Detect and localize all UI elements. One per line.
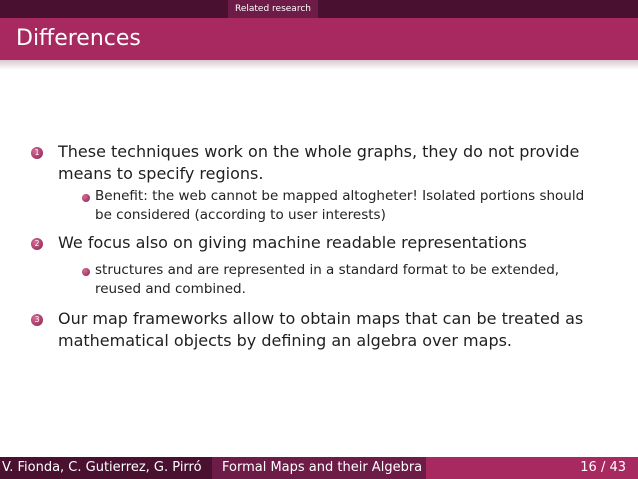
footer-authors: V. Fionda, C. Gutierrez, G. Pirró [0, 457, 212, 479]
bullet-icon [82, 268, 90, 276]
header-bar [0, 0, 638, 18]
page-number: 16 / 43 [426, 457, 638, 479]
footer-title: Formal Maps and their Algebra [212, 457, 426, 479]
bullet-icon [82, 194, 90, 202]
list-item: Our map frameworks allow to obtain maps that can be treated as mathematical objects by defining an algebra over maps. [58, 309, 584, 350]
sub-item: Benefit: the web cannot be mapped altogheter! Isolated portions should be considered (according to user interests) [95, 188, 585, 223]
enum-marker-3: 3 [31, 314, 43, 326]
footer-bar [0, 457, 638, 479]
sub-item: structures and are represented in a standard format to be extended, reused and combined. [95, 262, 560, 297]
list-item: We focus also on giving machine readable representations [58, 233, 527, 252]
title-bar [0, 18, 638, 60]
title-shadow [0, 60, 638, 70]
slide-title: Differences [16, 26, 141, 51]
enum-marker-1: 1 [31, 147, 43, 159]
enum-marker-2: 2 [31, 238, 43, 250]
section-name: Related research [228, 0, 318, 18]
list-item: These techniques work on the whole graphs, they do not provide means to specify regions. [58, 142, 580, 183]
